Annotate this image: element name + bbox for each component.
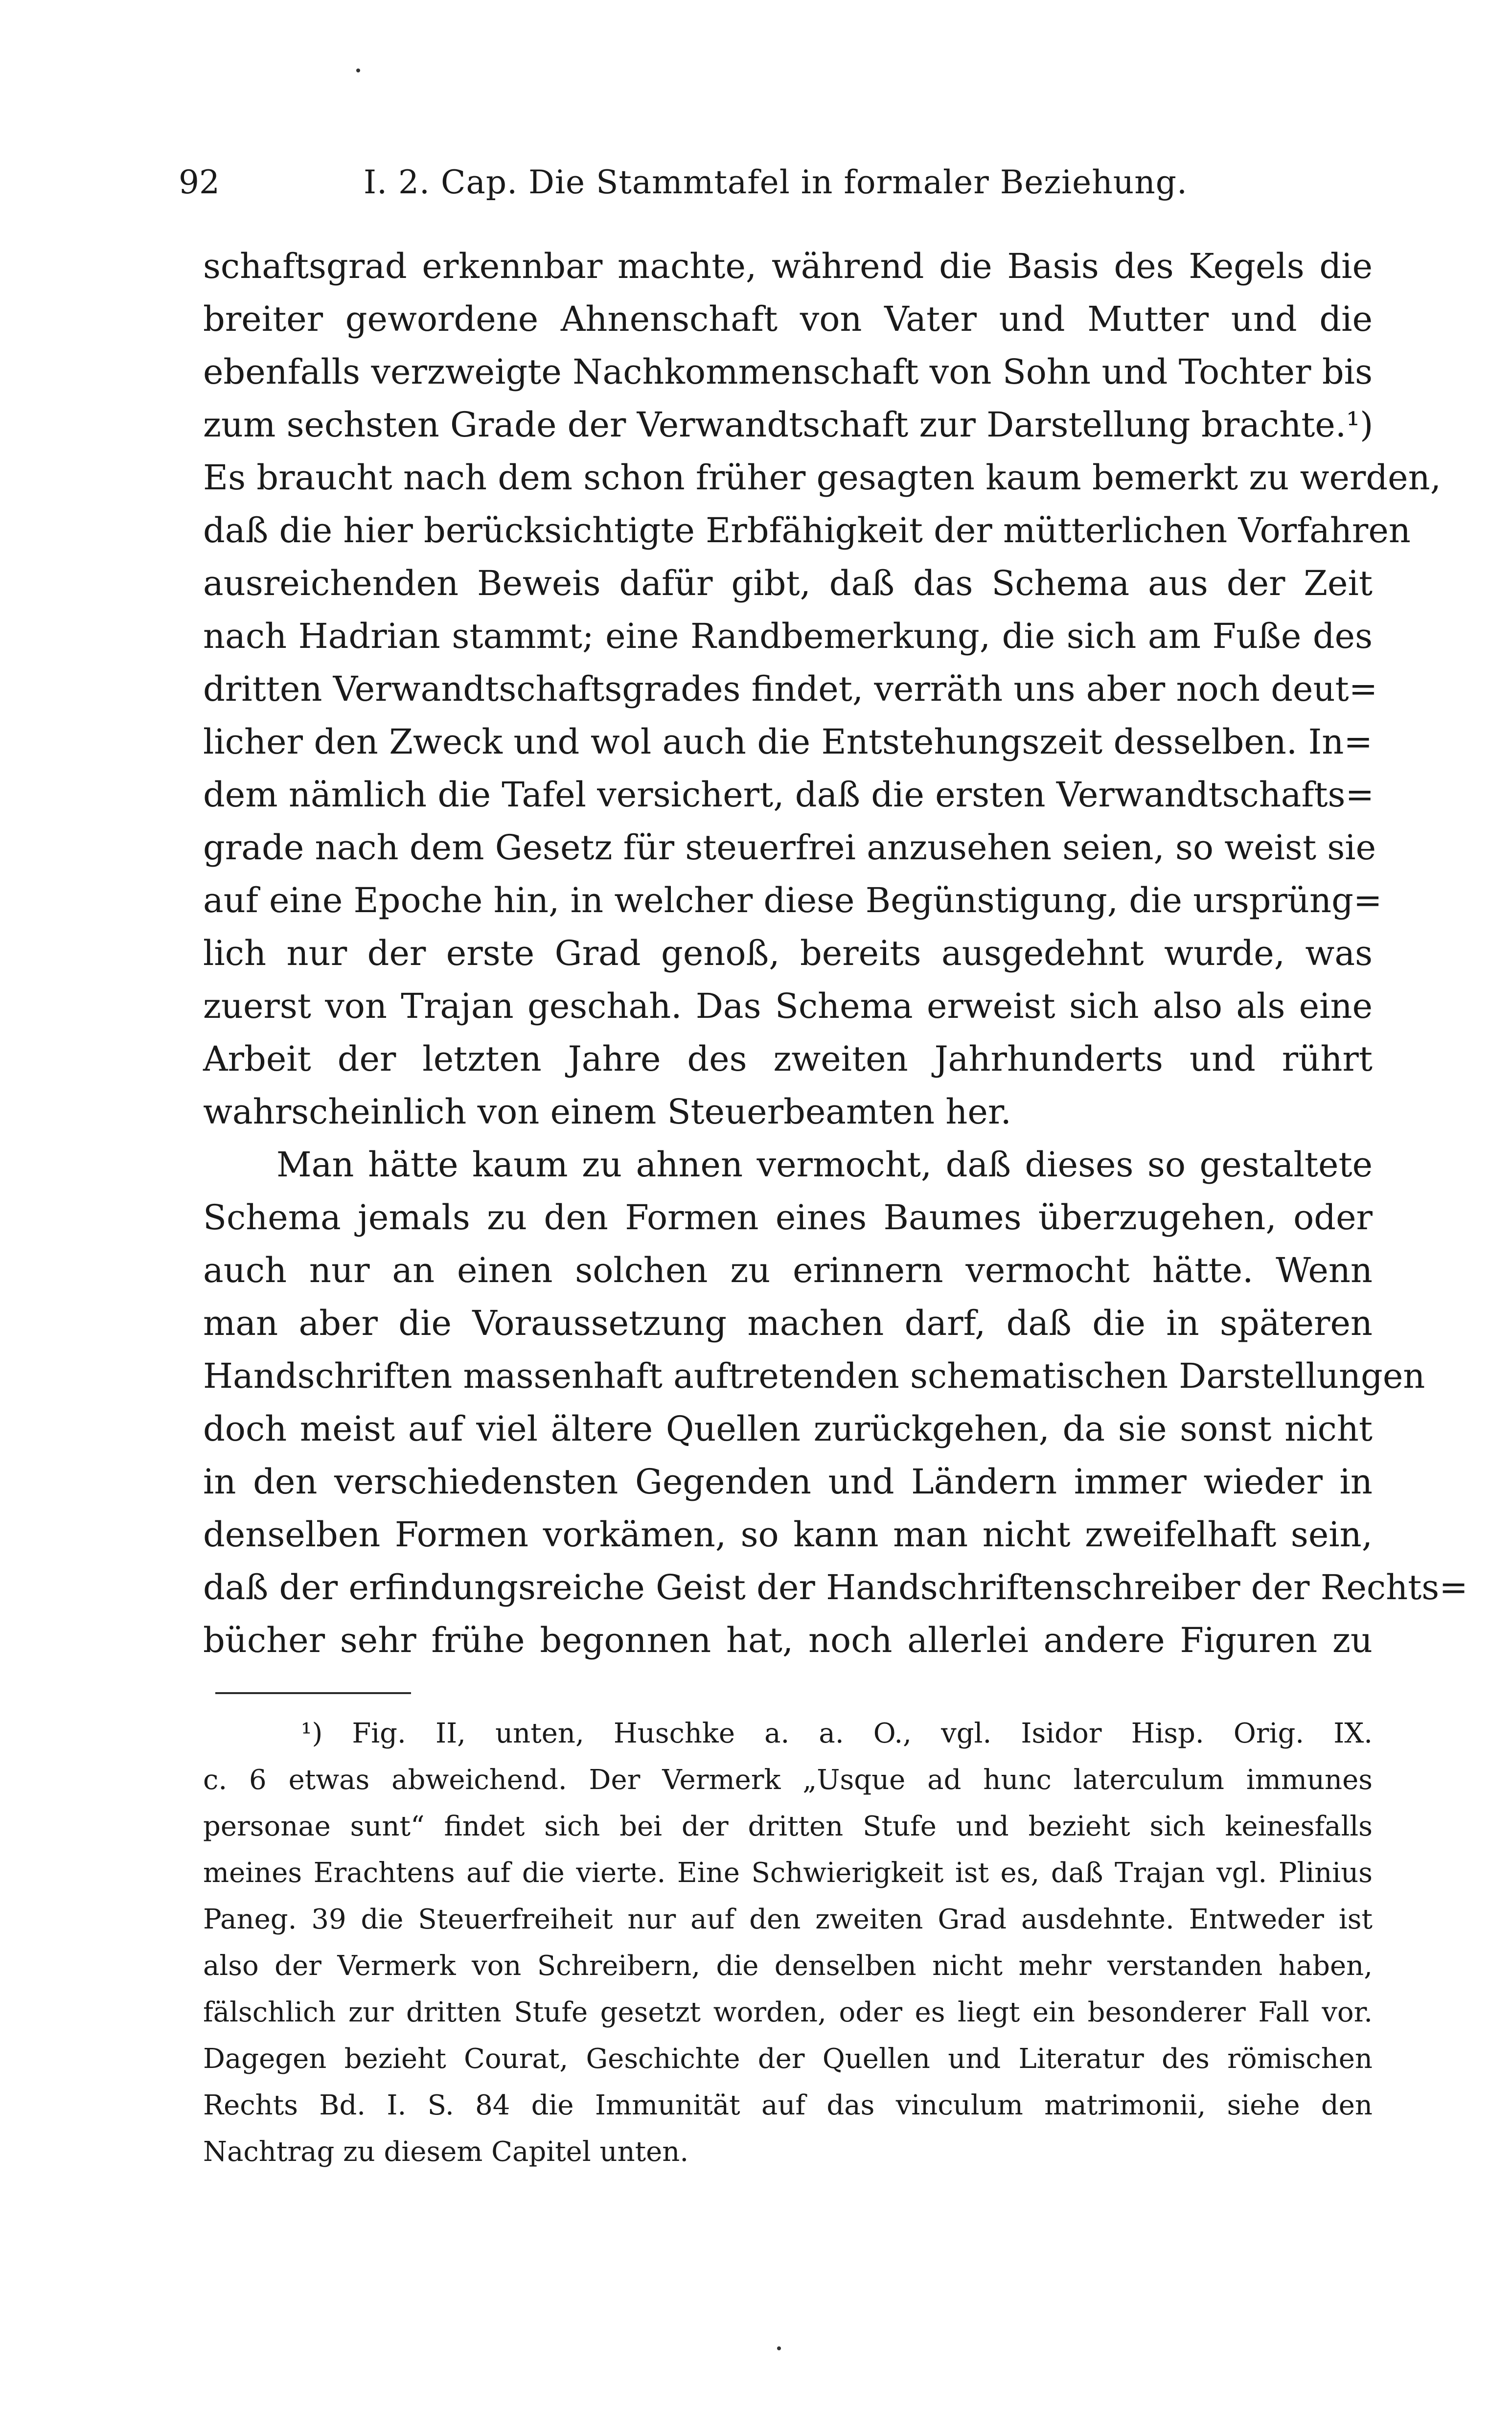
text-line: schaftsgrad erkennbar machte, während die Basis des Kegels die: [203, 246, 1373, 286]
text-line: grade nach dem Gesetz für steuerfrei anzusehen seien, so weist sie: [203, 827, 1376, 868]
text-line: breiter gewordene Ahnenschaft von Vater und Mutter und die: [203, 299, 1373, 339]
text-line: wahrscheinlich von einem Steuerbeamten her.: [203, 1092, 1011, 1132]
text-line: bücher sehr frühe begonnen hat, noch allerlei andere Figuren zu: [203, 1620, 1373, 1660]
paragraph-first-line: Man hätte kaum zu ahnen vermocht, daß dieses so gestaltete: [276, 1145, 1373, 1185]
running-header: [179, 156, 1387, 209]
paper-speck-top: [356, 69, 360, 72]
text-line: in den verschiedensten Gegenden und Ländern immer wieder in: [203, 1462, 1373, 1502]
text-line: Arbeit der letzten Jahre des zweiten Jahrhunderts und rührt: [203, 1039, 1373, 1079]
text-line: Es braucht nach dem schon früher gesagten kaum bemerkt zu werden,: [203, 458, 1441, 498]
text-line: zuerst von Trajan geschah. Das Schema erweist sich also als eine: [203, 986, 1373, 1026]
footnote-line: c. 6 etwas abweichend. Der Vermerk „Usque ad hunc laterculum immunes: [203, 1764, 1373, 1796]
footnote: [203, 1710, 1373, 2175]
main-text: [203, 240, 1468, 1667]
page-number: 92: [179, 163, 220, 201]
text-line: dem nämlich die Tafel versichert, daß die ersten Verwandtschafts=: [203, 775, 1375, 815]
footnote-line: also der Vermerk von Schreibern, die denselben nicht mehr verstanden haben,: [203, 1950, 1373, 1982]
running-title: I. 2. Cap. Die Stammtafel in formaler Beziehung.: [364, 163, 1188, 201]
text-line: daß der erfindungsreiche Geist der Handschriftenschreiber der Rechts=: [203, 1567, 1468, 1607]
footnote-line: fälschlich zur dritten Stufe gesetzt worden, oder es liegt ein besonderer Fall vor.: [203, 1997, 1373, 2028]
footnote-line: meines Erachtens auf die vierte. Eine Schwierigkeit ist es, daß Trajan vgl. Plinius: [203, 1857, 1373, 1889]
text-line: doch meist auf viel ältere Quellen zurückgehen, da sie sonst nicht: [203, 1409, 1373, 1449]
footnote-line: personae sunt“ findet sich bei der dritten Stufe und bezieht sich keinesfalls: [203, 1811, 1373, 1842]
text-line: zum sechsten Grade der Verwandtschaft zur Darstellung brachte.¹): [203, 405, 1374, 445]
footnote-line: Dagegen bezieht Courat, Geschichte der Quellen und Literatur des römischen: [203, 2043, 1373, 2075]
text-line: man aber die Voraussetzung machen darf, daß die in späteren: [203, 1303, 1373, 1343]
text-line: licher den Zweck und wol auch die Entstehungszeit desselben. In=: [203, 722, 1373, 762]
text-line: auf eine Epoche hin, in welcher diese Begünstigung, die ursprüng=: [203, 880, 1382, 920]
text-line: denselben Formen vorkämen, so kann man nicht zweifelhaft sein,: [203, 1515, 1373, 1555]
paper-speck-bottom: [777, 2346, 781, 2350]
text-line: ebenfalls verzweigte Nachkommenschaft von Sohn und Tochter bis: [203, 352, 1373, 392]
text-line: daß die hier berücksichtigte Erbfähigkeit der mütterlichen Vorfahren: [203, 510, 1411, 551]
footnote-line: Rechts Bd. I. S. 84 die Immunität auf das vinculum matrimonii, siehe den: [203, 2089, 1373, 2121]
footnote-separator: [215, 1692, 411, 1694]
text-line: lich nur der erste Grad genoß, bereits ausgedehnt wurde, was: [203, 933, 1373, 973]
footnote-line: Paneg. 39 die Steuerfreiheit nur auf den zweiten Grad ausdehnte. Entweder ist: [203, 1904, 1373, 1935]
footnote-line: Nachtrag zu diesem Capitel unten.: [203, 2136, 689, 2168]
text-line: Schema jemals zu den Formen eines Baumes überzugehen, oder: [203, 1197, 1373, 1238]
footnote-line: ¹) Fig. II, unten, Huschke a. a. O., vgl. Isidor Hisp. Orig. IX.: [301, 1718, 1373, 1749]
text-line: nach Hadrian stammt; eine Randbemerkung, die sich am Fuße des: [203, 616, 1373, 656]
text-line: Handschriften massenhaft auftretenden schematischen Darstellungen: [203, 1356, 1425, 1396]
text-line: ausreichenden Beweis dafür gibt, daß das Schema aus der Zeit: [203, 563, 1373, 603]
text-line: dritten Verwandtschaftsgrades findet, verräth uns aber noch deut=: [203, 669, 1378, 709]
text-line: auch nur an einen solchen zu erinnern vermocht hätte. Wenn: [203, 1250, 1373, 1290]
